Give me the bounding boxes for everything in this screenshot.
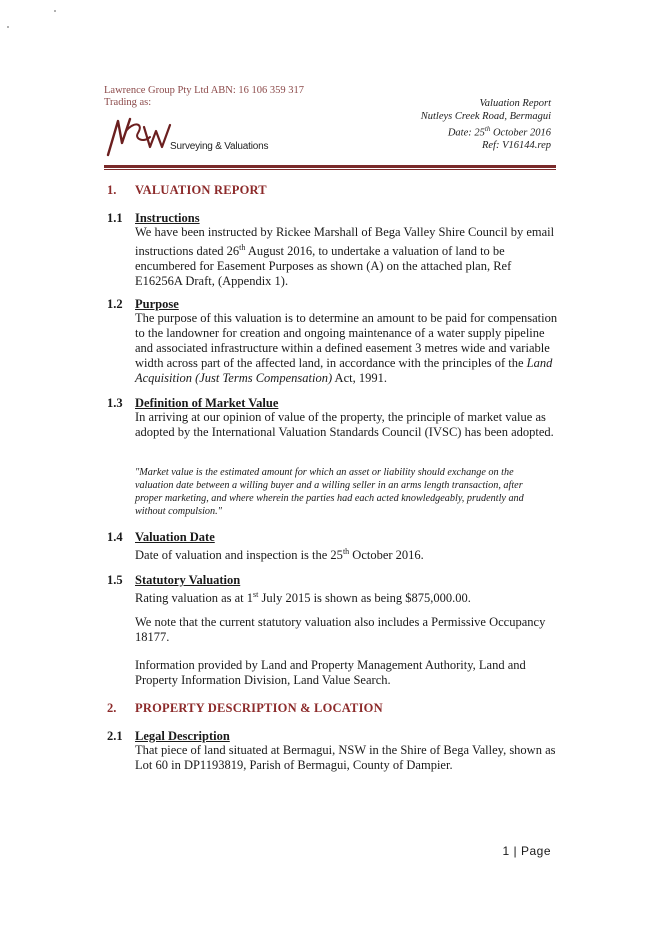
section-number: 2. bbox=[107, 701, 117, 715]
header-rule-thin bbox=[104, 169, 556, 170]
information-source: Information provided by Land and Property Management Authority, Land and Property Information Division, Land Value Search. bbox=[135, 658, 526, 687]
subsection-number: 2.1 bbox=[107, 729, 123, 743]
logo-text: Surveying & Valuations bbox=[170, 141, 269, 152]
report-date: Date: 25th October 2016 bbox=[447, 125, 551, 139]
subsection-number: 1.4 bbox=[107, 530, 123, 544]
section-title: VALUATION REPORT bbox=[135, 183, 267, 197]
logo-mark-icon bbox=[104, 113, 174, 159]
subsection-title: Definition of Market Value bbox=[135, 396, 279, 410]
page-number: 1 | Page bbox=[502, 844, 551, 858]
subsection-number: 1.5 bbox=[107, 573, 123, 587]
subsection-title: Statutory Valuation bbox=[135, 573, 241, 587]
subsection-title: Purpose bbox=[135, 297, 179, 311]
permissive-occupancy-note: We note that the current statutory valuation also includes a Permissive Occupancy 18177. bbox=[135, 615, 546, 644]
statutory-valuation-text: Rating valuation as at 1st July 2015 is shown as being $875,000.00. bbox=[135, 590, 471, 606]
scan-dot bbox=[54, 10, 56, 12]
section-title: PROPERTY DESCRIPTION & LOCATION bbox=[135, 701, 383, 715]
subsection-number: 1.1 bbox=[107, 211, 123, 225]
instructions-text: We have been instructed by Rickee Marshall of Bega Valley Shire Council by email instructions dated 26th August 2016, to undertake a valuation of land to be encumbered for Easement Purposes as shown (A) on the attached plan, Ref E16256A Draft, (Appendix 1). bbox=[135, 225, 555, 289]
subsection-title: Instructions bbox=[135, 211, 200, 225]
legal-description-text: That piece of land situated at Bermagui, NSW in the Shire of Bega Valley, shown as Lot 60 in DP1193819, Parish of Bermagui, County of Dampier. bbox=[135, 743, 556, 772]
valuation-date-text: Date of valuation and inspection is the 25th October 2016. bbox=[135, 547, 424, 563]
subsection-number: 1.3 bbox=[107, 396, 123, 410]
market-value-quote: "Market value is the estimated amount for which an asset or liability should exchange on the valuation date between a willing buyer and a willing seller in an arms length transaction, after proper marketing, and where wherein the parties had each acted knowledgeably, prudently and without compulsion." bbox=[135, 467, 524, 517]
subsection-title: Valuation Date bbox=[135, 530, 215, 544]
company-logo bbox=[104, 113, 284, 159]
section-number: 1. bbox=[107, 183, 117, 197]
market-value-text: In arriving at our opinion of value of the property, the principle of market value as adopted by the International Valuation Standards Council (IVSC) has been adopted. bbox=[135, 410, 554, 439]
report-title: Valuation Report bbox=[479, 98, 551, 109]
purpose-text: The purpose of this valuation is to determine an amount to be paid for compensation to the landowner for creation and ongoing maintenance of a water supply pipeline and associated infrastructure within a defined easement 3 metres wide and variable width across part of the affected land, in accordance with the principles of the Land Acquisition (Just Terms Compensation) Act, 1991. bbox=[135, 311, 558, 385]
subsection-title: Legal Description bbox=[135, 729, 230, 743]
company-line: Lawrence Group Pty Ltd ABN: 16 106 359 317 bbox=[104, 85, 305, 96]
report-info bbox=[421, 98, 551, 153]
trading-as: Trading as: bbox=[104, 97, 152, 108]
report-ref: Ref: V16144.rep bbox=[481, 140, 551, 151]
company-header bbox=[104, 85, 304, 109]
scan-dot bbox=[7, 26, 9, 28]
subsection-number: 1.2 bbox=[107, 297, 123, 311]
header-rule bbox=[104, 165, 556, 168]
report-address: Nutleys Creek Road, Bermagui bbox=[420, 110, 551, 122]
